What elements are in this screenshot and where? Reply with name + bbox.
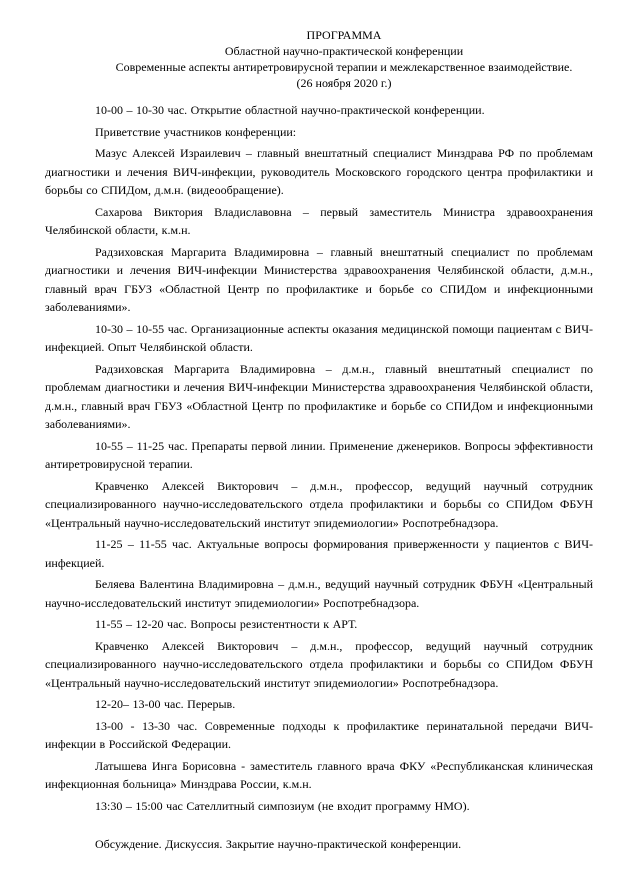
title-conference-type: Областной научно-практической конференции xyxy=(224,44,464,58)
time-slot-opening: 10-00 – 10-30 час. Открытие областной научно-практической конференции. xyxy=(95,103,485,117)
title-conference-date: (26 ноября 2020 г.) xyxy=(296,76,392,90)
greeting-heading: Приветствие участников конференции: xyxy=(95,124,297,139)
time-slot-1125: 11-25 – 11-55 час. Актуальные вопросы формирования приверженности у пациентов с ВИЧ-инфекцией. xyxy=(45,537,593,570)
time-slot-break: 12-20– 13-00 час. Перерыв. xyxy=(95,697,236,711)
speaker-belyaeva: Беляева Валентина Владимировна – д.м.н., ведущий научный сотрудник ФБУН «Центральный научно-исследовательский институт эпидемиологии» Роспотребнадзора. xyxy=(45,577,593,610)
time-slot-satellite-symposium: 13:30 – 15:00 час Сателлитный симпозиум (не входит программу НМО). xyxy=(95,798,470,813)
speaker-sakharova: Сахарова Виктория Владиславовна – первый заместитель Министра здравоохранения Челябинской области, к.м.н. xyxy=(45,204,593,237)
speaker-mazus: Мазус Алексей Израилевич – главный внештатный специалист Минздрава РФ по проблемам диагностики и лечения ВИЧ-инфекции, руководитель Московского городского центра профилактики и борьбы со СПИДом, д.м.н. (видеообращение). xyxy=(45,146,593,197)
speaker-kravchenko-1: Кравченко Алексей Викторович – д.м.н., профессор, ведущий научный сотрудник специализированного научно-исследовательского отдела профилактики и борьбы со СПИДом ФБУН «Центральный научно-исследовательский институт эпидемиологии» Роспотребнадзора. xyxy=(45,478,593,530)
speaker-radzikhovskaya-1: Радзиховская Маргарита Владимировна – главный внештатный специалист по проблемам диагностики и лечения ВИЧ-инфекции Министерства здравоохранения Челябинской области, д.м.н., главный врач ГБУЗ «Областной Центр по профилактике и борьбе со СПИДом и инфекционными заболеваниями». xyxy=(45,244,593,314)
document-title-block xyxy=(45,27,593,91)
speaker-latysheva: Латышева Инга Борисовна - заместитель главного врача ФКУ «Республиканская клиническая инфекционная больница» Минздрава России, к.м.н. xyxy=(45,758,593,791)
time-slot-1030: 10-30 – 10-55 час. Организационные аспекты оказания медицинской помощи пациентам с ВИЧ-инфекцией. Опыт Челябинской области. xyxy=(45,321,593,354)
program-title: ПРОГРАММА xyxy=(306,28,382,42)
speaker-kravchenko-2: Кравченко Алексей Викторович – д.м.н., профессор, ведущий научный сотрудник специализированного научно-исследовательского отдела профилактики и борьбы со СПИДом ФБУН «Центральный научно-исследовательский институт эпидемиологии» Роспотребнадзора. xyxy=(45,638,593,690)
time-slot-1300: 13-00 - 13-30 час. Современные подходы к профилактике перинатальной передачи ВИЧ-инфекции в Российской Федерации. xyxy=(45,718,593,751)
time-slot-1055: 10-55 – 11-25 час. Препараты первой линии. Применение дженериков. Вопросы эффективности антиретровирусной терапии. xyxy=(45,438,593,471)
title-conference-topic: Современные аспекты антиретровирусной терапии и межлекарственное взаимодействие. xyxy=(115,60,573,74)
speaker-radzikhovskaya-2: Радзиховская Маргарита Владимировна – д.м.н., главный внештатный специалист по проблемам диагностики и лечения ВИЧ-инфекции Министерства здравоохранения Челябинской области, д.м.н., главный врач ГБУЗ «Областной Центр по профилактике и борьбе со СПИДом и инфекционными заболеваниями». xyxy=(45,361,593,431)
closing-line: Обсуждение. Дискуссия. Закрытие научно-практической конференции. xyxy=(95,837,462,851)
time-slot-1155: 11-55 – 12-20 час. Вопросы резистентности к АРТ. xyxy=(95,617,358,631)
